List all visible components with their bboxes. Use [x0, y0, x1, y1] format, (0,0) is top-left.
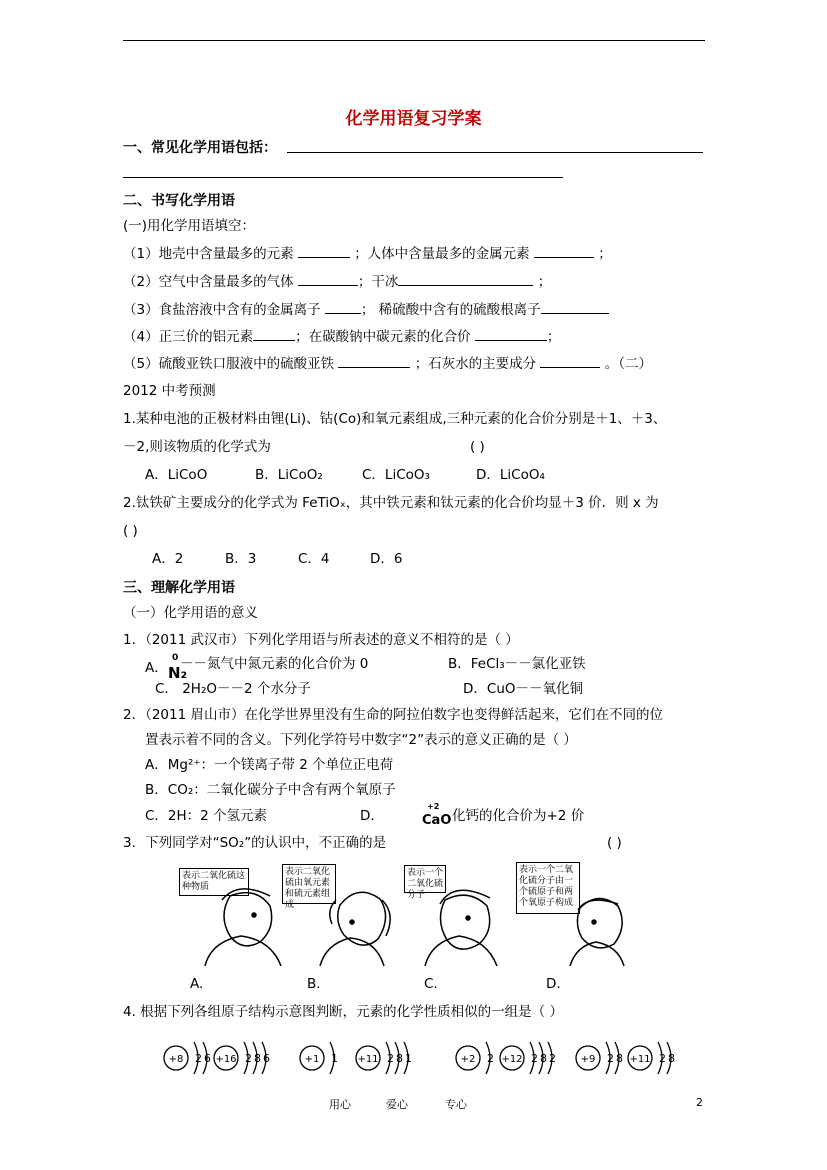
answer-paren[interactable]: ( ) — [607, 835, 622, 851]
valence-superscript: +2 — [427, 802, 440, 811]
atom-diagram — [500, 1042, 556, 1074]
page-title: 化学用语复习学案 — [345, 109, 482, 129]
answer-line[interactable] — [287, 152, 703, 153]
electron-count: 1 — [331, 1052, 338, 1065]
option-b[interactable]: B．LiCoO₂ — [255, 467, 323, 483]
electron-count: 8 — [254, 1052, 261, 1065]
option-b[interactable]: B. — [307, 976, 321, 992]
option-d[interactable]: D．CuO－－氧化铜 — [463, 681, 584, 697]
option-b[interactable]: B．CO₂：二氧化碳分子中含有两个氧原子 — [145, 782, 396, 798]
section3-heading: 三、理解化学用语 — [123, 580, 235, 596]
forecast-label: 2012 中考预测 — [123, 383, 216, 399]
nucleus-charge: +2 — [460, 1054, 476, 1065]
option-a[interactable]: A．LiCoO — [145, 467, 208, 483]
answer-blank[interactable] — [540, 355, 600, 368]
nucleus-charge: +8 — [168, 1054, 184, 1065]
electron-count: 6 — [204, 1052, 211, 1065]
electron-count: 2 — [659, 1052, 666, 1065]
electron-count: 8 — [668, 1052, 675, 1065]
formula-cao: CaO — [422, 813, 452, 828]
option-a-text: －－氮气中氮元素的化合价为 0 — [180, 656, 369, 672]
nucleus-charge: +11 — [629, 1054, 651, 1065]
nucleus-charge: +12 — [501, 1054, 523, 1065]
question-text: 置表示着不同的含义。下列化学符号中数字“2”表示的意义正确的是（ ） — [145, 732, 577, 748]
option-c[interactable]: C．4 — [298, 551, 330, 567]
answer-line[interactable] — [123, 177, 563, 178]
speech-bubble-b: 表示二氧化硫由氧元素和硫元素组成 — [282, 864, 336, 904]
atom-diagram — [456, 1042, 494, 1074]
question-text: 4. 根据下列各组原子结构示意图判断，元素的化学性质相似的一组是（ ） — [123, 1004, 563, 1020]
electron-count: 8 — [616, 1052, 623, 1065]
header-rule — [123, 40, 705, 41]
electron-count: 8 — [540, 1052, 547, 1065]
student-b-figure — [338, 892, 386, 945]
footer-text: 爱心 — [386, 1098, 408, 1111]
nucleus-charge: +11 — [357, 1054, 379, 1065]
atom-diagram — [214, 1042, 270, 1074]
answer-blank[interactable] — [541, 301, 609, 314]
question-line: （4）正三价的铝元素 ；在碳酸钠中碳元素的化合价 ； — [123, 329, 561, 345]
speech-bubble-c: 表示一个二氧化硫分子 — [404, 865, 446, 893]
formula-n2: N₂ — [168, 664, 188, 682]
electron-count: 2 — [387, 1052, 394, 1065]
answer-paren[interactable]: ( ) — [123, 523, 138, 539]
option-c[interactable]: C． 2H₂O－－2 个水分子 — [155, 681, 311, 697]
question-line: （1）地壳中含量最多的元素 ；人体中含量最多的金属元素 ； — [123, 246, 612, 262]
question-line: （5）硫酸亚铁口服液中的硫酸亚铁 ；石灰水的主要成分 。（二） — [123, 356, 653, 372]
option-d[interactable]: D．6 — [370, 551, 403, 567]
atom-diagram — [300, 1042, 338, 1074]
answer-blank[interactable] — [298, 273, 358, 286]
problem1-text: －2,则该物质的化学式为 — [123, 439, 271, 455]
nucleus-charge: +16 — [215, 1054, 237, 1065]
question-text: 2．（2011 眉山市）在化学世界里没有生命的阿拉伯数字也变得鲜活起来，它们在不同的位 — [123, 707, 663, 723]
answer-blank[interactable] — [475, 328, 547, 341]
option-d-text: 化钙的化合价为+2 价 — [452, 808, 585, 824]
atom-diagram — [164, 1042, 211, 1074]
section2-heading: 二、书写化学用语 — [123, 193, 235, 209]
valence-superscript: 0 — [172, 653, 179, 663]
student-c-figure — [440, 895, 489, 949]
student-d-figure — [577, 898, 622, 947]
atom-diagram — [356, 1042, 412, 1074]
section3-subheading: （一）化学用语的意义 — [123, 605, 258, 621]
answer-blank[interactable] — [253, 328, 295, 341]
option-a-label[interactable]: A． — [145, 660, 168, 676]
nucleus-charge: +1 — [304, 1054, 320, 1065]
option-b[interactable]: B．FeCl₃－－氯化亚铁 — [448, 656, 586, 672]
atom-diagram — [628, 1042, 675, 1074]
answer-blank[interactable] — [398, 273, 533, 286]
answer-blank[interactable] — [534, 245, 594, 258]
option-c[interactable]: C. — [424, 976, 438, 992]
students-illustration — [170, 860, 670, 966]
question-line: （3）食盐溶液中含有的金属离子 ； 稀硫酸中含有的硫酸根离子 — [123, 301, 609, 318]
section1-heading: 一、常见化学用语包括： — [123, 140, 277, 156]
section2-subheading: (一)用化学用语填空： — [123, 218, 256, 234]
footer-text: 用心 — [329, 1098, 351, 1111]
option-b[interactable]: B．3 — [225, 551, 257, 567]
electron-count: 2 — [531, 1052, 538, 1065]
atom-diagrams — [160, 1030, 720, 1094]
nucleus-charge: +9 — [580, 1054, 596, 1065]
question-text: 3．下列同学对“SO₂”的认识中，不正确的是 — [123, 835, 387, 851]
electron-count: 2 — [245, 1052, 252, 1065]
question-text: 1．（2011 武汉市）下列化学用语与所表述的意义不相符的是（ ） — [123, 632, 519, 648]
speech-bubble-a: 表示二氧化硫这种物质 — [179, 868, 249, 896]
electron-count: 2 — [487, 1052, 494, 1065]
option-a[interactable]: A．2 — [152, 551, 184, 567]
option-a[interactable]: A. — [190, 976, 204, 992]
atom-diagram — [576, 1042, 623, 1074]
problem1-text: 1.某种电池的正极材料由锂(Li)、钴(Co)和氧元素组成,三种元素的化合价分别是＋1、＋3、 — [123, 411, 667, 427]
page-number: 2 — [696, 1096, 703, 1109]
electron-count: 8 — [396, 1052, 403, 1065]
electron-count: 1 — [405, 1052, 412, 1065]
option-d[interactable]: D．LiCoO₄ — [476, 467, 545, 483]
question-line: （2）空气中含量最多的气体 ；干冰 ； — [123, 274, 552, 290]
option-a[interactable]: A．Mg²⁺：一个镁离子带 2 个单位正电荷 — [145, 757, 394, 773]
electron-count: 6 — [263, 1052, 270, 1065]
electron-count: 2 — [549, 1052, 556, 1065]
option-d[interactable]: D. — [546, 976, 561, 992]
electron-count: 2 — [195, 1052, 202, 1065]
answer-blank[interactable] — [338, 355, 410, 368]
footer-text: 专心 — [445, 1098, 467, 1111]
option-c[interactable]: C．LiCoO₃ — [362, 467, 430, 483]
option-c[interactable]: C．2H：2 个氢元素 — [145, 808, 268, 824]
problem2-text: 2.钛铁矿主要成分的化学式为 FeTiOₓ，其中铁元素和钛元素的化合价均显＋3 价．则 x 为 — [123, 495, 659, 511]
speech-bubble-d: 表示一个二氧化硫分子由一个硫原子和两个氧原子构成 — [516, 862, 580, 914]
electron-count: 2 — [607, 1052, 614, 1065]
answer-blank[interactable] — [298, 245, 350, 258]
answer-blank[interactable] — [325, 301, 361, 314]
answer-paren[interactable]: ( ) — [470, 439, 485, 455]
option-d-label[interactable]: D． — [360, 808, 384, 824]
